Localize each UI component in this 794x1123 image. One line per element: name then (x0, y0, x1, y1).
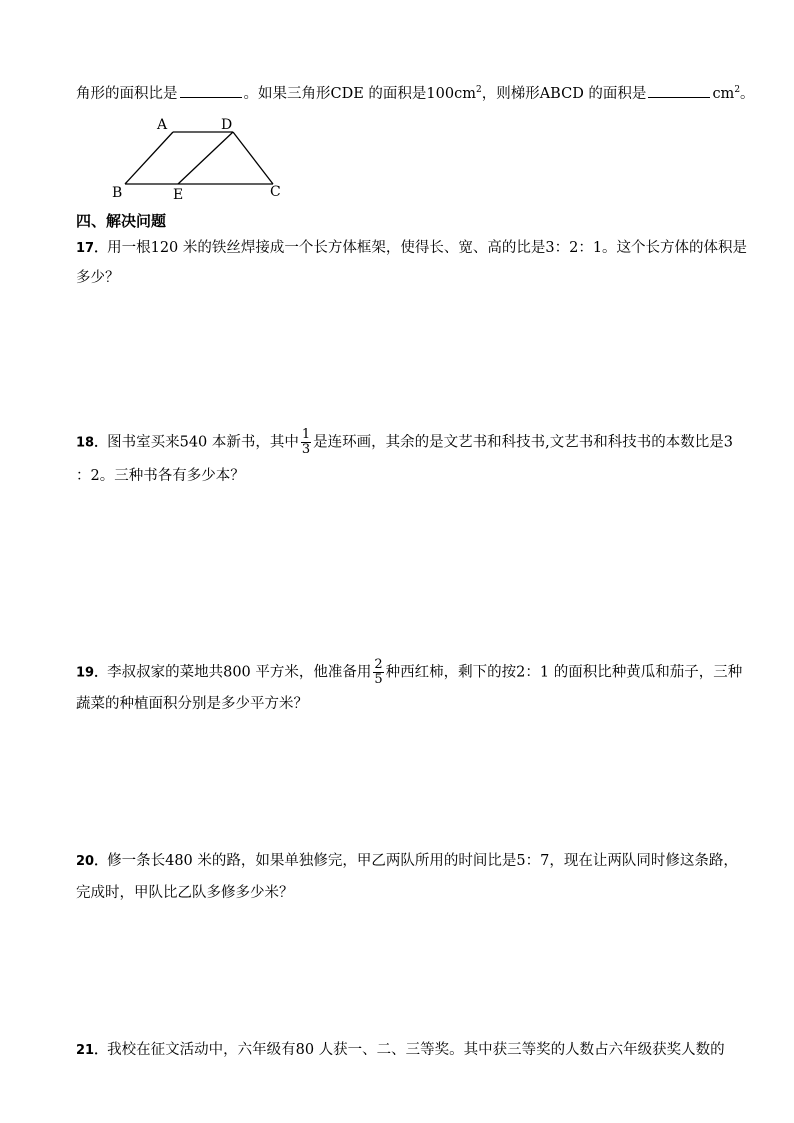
q19-frac-den: 5 (374, 672, 383, 687)
q16-end: 。 (740, 85, 755, 102)
q20-text: 修一条长480 米的路，如果单独修完，甲乙两队所用的时间比是5：7，现在让两队同时修这条路， (107, 853, 738, 869)
question-19 (76, 658, 742, 687)
question-17 (76, 238, 747, 259)
q16-text-a: 角形的面积比是 (76, 85, 178, 102)
q20-line2: 完成时，甲队比乙队多修多少米？ (76, 885, 294, 901)
question-18 (76, 428, 733, 457)
q21-text: 我校在征文活动中，六年级有80 人获一、二、三等奖。其中获三等奖的人数占六年级获奖人数的 (107, 1042, 725, 1058)
edge-ab (125, 132, 173, 184)
q21-number: 21． (76, 1043, 108, 1058)
q19-text-post: 种西红柿，剩下的按2：1 的面积比种黄瓜和茄子，三种 (385, 664, 743, 681)
question-21 (76, 1040, 725, 1061)
q16-unit: cm (712, 85, 735, 102)
label-d: D (221, 117, 233, 133)
q19-line2: 蔬菜的种植面积分别是多少平方米？ (76, 696, 308, 712)
q16-text-c: ，则梯形ABCD 的面积是 (481, 85, 647, 102)
answer-blank-area[interactable] (648, 83, 710, 98)
q18-fraction (301, 428, 311, 457)
q16-area-value: 100cm (426, 85, 476, 102)
label-b: B (112, 185, 123, 201)
question-20 (76, 851, 738, 872)
q18-number: 18． (76, 435, 108, 451)
section-title: 四、解决问题 (76, 212, 167, 230)
q16-continuation (76, 80, 755, 104)
trapezoid-figure (105, 112, 295, 204)
label-c: C (270, 184, 281, 200)
answer-blank-ratio[interactable] (180, 83, 242, 98)
edge-de (178, 132, 233, 184)
q18-line2: ：2。三种书各有多少本？ (76, 468, 245, 484)
edge-dc (233, 132, 273, 184)
q19-number: 19． (76, 665, 108, 681)
label-e: E (173, 187, 184, 203)
label-a: A (157, 117, 168, 133)
q17-text: 用一根120 米的铁丝焊接成一个长方体框架，使得长、宽、高的比是3：2：1。这个长方体的体积是 (107, 240, 748, 256)
q16-area-sup: 2 (475, 85, 482, 95)
q18-frac-num: 1 (301, 427, 311, 442)
q20-number: 20． (76, 854, 108, 869)
q18-text-pre: 图书室买来540 本新书，其中 (107, 434, 299, 451)
q16-text-b: 。如果三角形CDE 的面积是 (243, 85, 427, 102)
q17-line2: 多少？ (76, 270, 120, 286)
q19-frac-num: 2 (374, 657, 383, 672)
q18-frac-den: 3 (301, 442, 311, 457)
q17-number: 17． (76, 241, 108, 256)
q16-unit-sup: 2 (734, 85, 741, 95)
q19-text-pre: 李叔叔家的菜地共800 平方米，他准备用 (107, 664, 372, 681)
q19-fraction (373, 658, 383, 687)
q18-text-post: 是连环画，其余的是文艺书和科技书,文艺书和科技书的本数比是3 (313, 434, 734, 451)
